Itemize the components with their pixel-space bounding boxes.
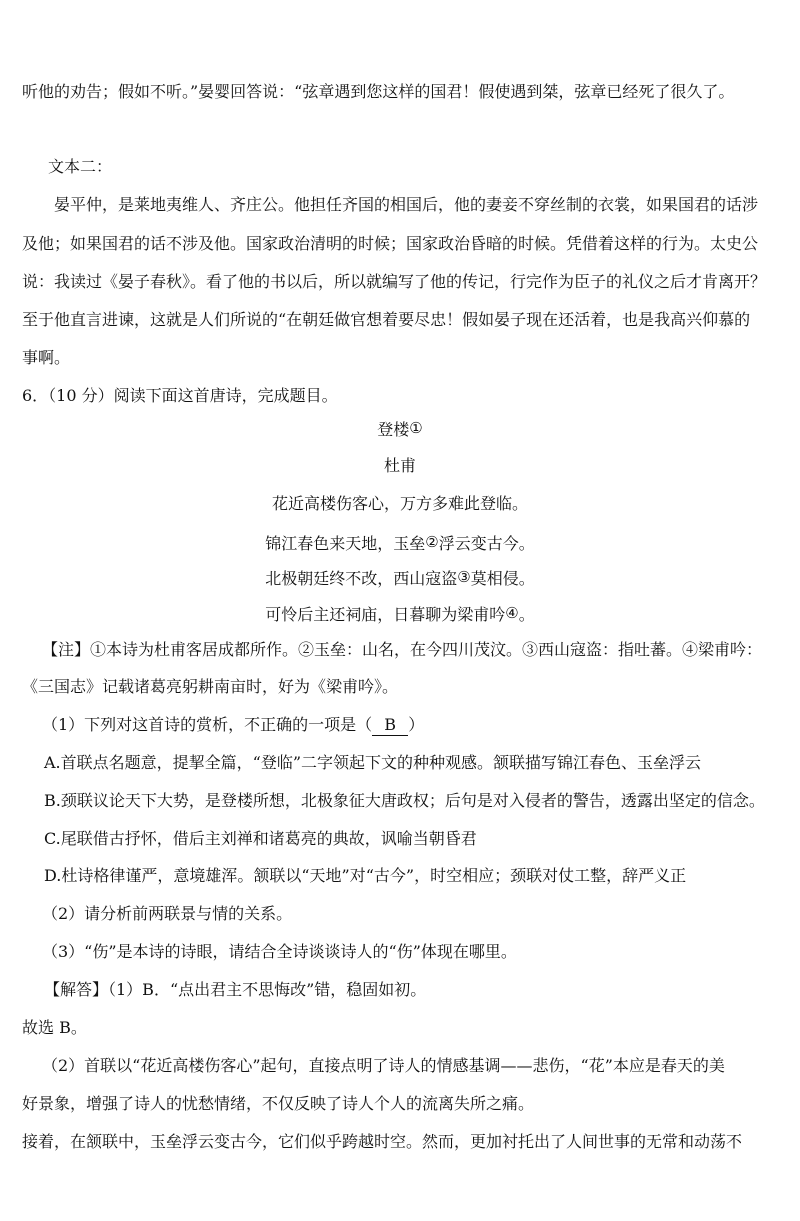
text2-line: 晏平仲，是莱地夷维人、齐庄公。他担任齐国的相国后，他的妻妾不穿丝制的衣裳，如果国君的话涉: [54, 195, 759, 214]
poem-text: 莫相侵。: [470, 569, 535, 588]
question-6-intro: 6．（10 分）阅读下面这首唐诗，完成题目。: [22, 386, 338, 405]
answer-2: 接着，在颔联中，玉垒浮云变古今，它们似乎跨越时空。然而，更加衬托出了人间世事的无常和动荡不: [22, 1132, 743, 1151]
text1-tail: 听他的劝告；假如不听。”晏婴回答说：“弦章遇到您这样的国君！假使遇到桀，弦章已经死了很久了。: [22, 82, 735, 101]
text2-line: 至于他直言进谏，这就是人们所说的“在朝廷做官想着要尽忠！假如晏子现在还活着，也是我高兴仰慕的: [22, 310, 751, 329]
subquestion-1: [42, 715, 782, 736]
text2-line: 事啊。: [22, 348, 71, 367]
poem-text: 可怜后主还祠庙，日暮聊为梁甫吟: [265, 605, 506, 624]
poem-text: 北极朝廷终不改，西山寇盗: [265, 569, 458, 588]
footnote-mark: ②: [425, 533, 439, 551]
text2-line: 及他；如果国君的话不涉及他。国家政治清明的时候；国家政治昏暗的时候。凭借着这样的行为。太史公: [22, 234, 759, 253]
poem-title: [0, 418, 800, 440]
footnote-mark: ④: [505, 604, 519, 622]
poem-line-1: 花近高楼伤客心，万方多难此登临。: [271, 494, 528, 513]
poem-text: 。: [518, 605, 535, 624]
option-a: A.首联点名题意，提挈全篇，“登临”二字领起下文的种种观感。颔联描写锦江春色、玉垒浮云: [44, 753, 702, 772]
answer-1-conclusion: 故选 B。: [22, 1018, 87, 1037]
poem-line-2: [0, 532, 800, 554]
poem-note: 【注】①本诗为杜甫客居成都所作。②玉垒：山名，在今四川茂汶。③西山寇盗：指吐蕃。④梁甫吟：: [42, 640, 763, 659]
option-b: B.颈联议论天下大势，是登楼所想，北极象征大唐政权；后句是对入侵者的警告，透露出坚定的信念。: [44, 791, 765, 810]
poem-author: 杜甫: [383, 456, 416, 475]
poem-line-3: [0, 567, 800, 589]
option-c: C.尾联借古抒怀，借后主刘禅和诸葛亮的典故，讽喻当朝昏君: [44, 829, 477, 848]
subquestion-2: （2）请分析前两联景与情的关系。: [42, 904, 293, 923]
option-d: D.杜诗格律谨严，意境雄浑。颔联以“天地”对“古今”，时空相应；颈联对仗工整，辞严义正: [44, 866, 687, 885]
poem-line-4: [0, 603, 800, 625]
answer-1: 【解答】（1）B．“点出君主不思悔改”错，稳固如初。: [44, 980, 427, 999]
footnote-mark: ③: [457, 568, 471, 586]
poem-text: 锦江春色来天地，玉垒: [265, 534, 426, 553]
answer-2: 好景象，增强了诗人的忧愁情绪，不仅反映了诗人个人的流离失所之痛。: [22, 1094, 535, 1113]
subquestion-1-text: （1）下列对这首诗的赏析，不正确的一项是（: [42, 715, 373, 734]
text2-line: 说：我读过《晏子春秋》。看了他的书以后，所以就编写了他的传记，行完作为臣子的礼仪之后才肯离开？: [22, 272, 767, 291]
answer-blank: B: [372, 715, 408, 736]
subquestion-1-close: ）: [408, 715, 425, 734]
text2-heading: 文本二：: [48, 157, 113, 176]
poem-title-text: 登楼: [377, 420, 410, 439]
answer-2: （2）首联以“花近高楼伤客心”起句，直接点明了诗人的情感基调——悲伤，“花”本应是春天的美: [42, 1056, 725, 1075]
poem-note: 《三国志》记载诸葛亮躬耕南亩时，好为《梁甫吟》。: [22, 677, 399, 696]
subquestion-3: （3）“伤”是本诗的诗眼，请结合全诗谈谈诗人的“伤”体现在哪里。: [42, 942, 517, 961]
poem-text: 浮云变古今。: [438, 534, 535, 553]
footnote-mark: ①: [409, 419, 423, 437]
